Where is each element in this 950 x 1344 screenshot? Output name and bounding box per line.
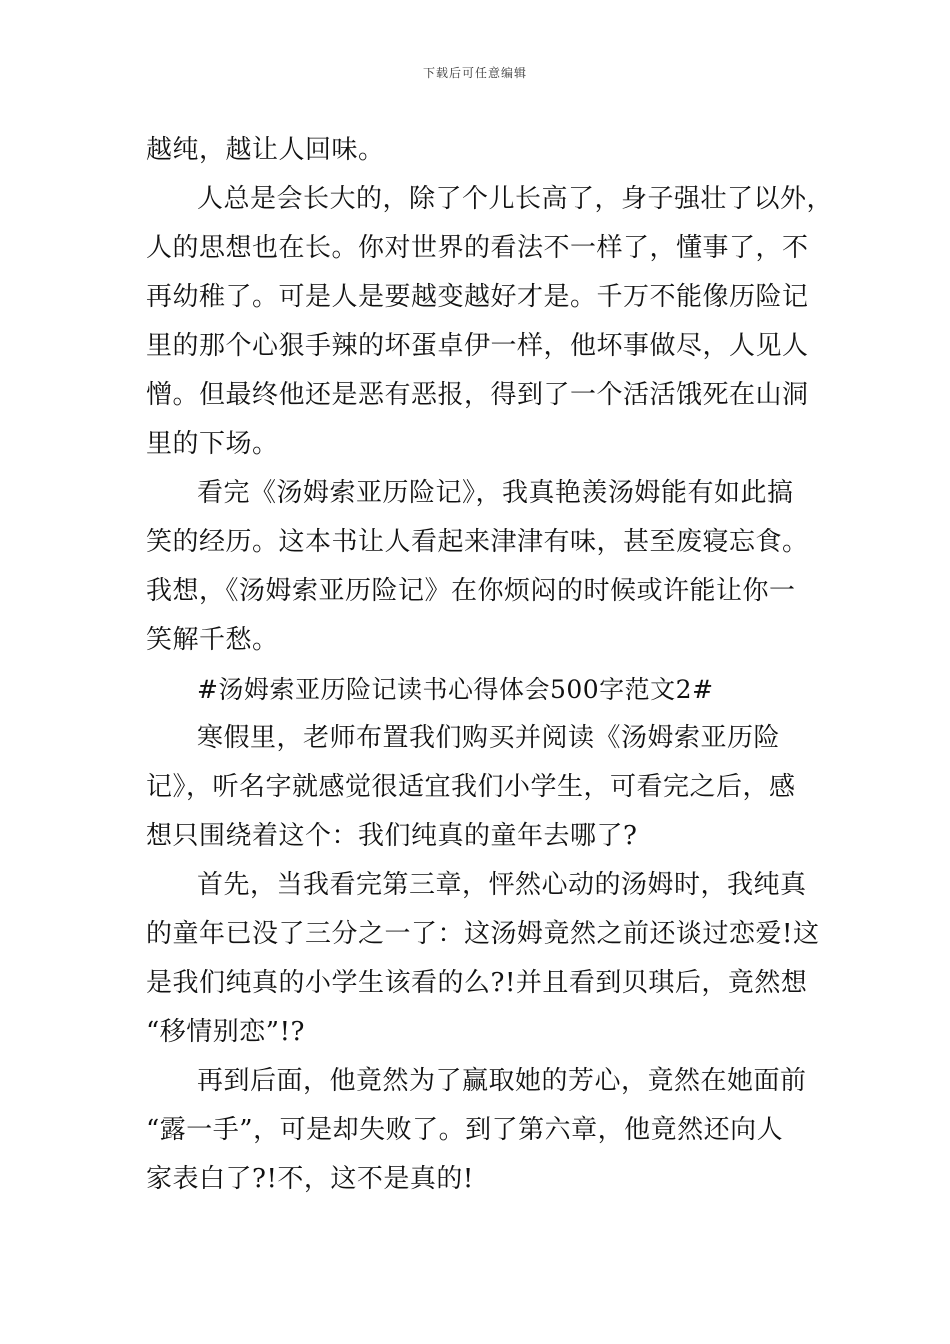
section-heading: #汤姆索亚历险记读书心得体会500字范文2# xyxy=(197,675,714,704)
text-line: 笑的经历。这本书让人看起来津津有味，甚至废寝忘食。 xyxy=(146,527,809,557)
text-line: 家表白了?!不，这不是真的! xyxy=(146,1164,474,1194)
text-line: 首先，当我看完第三章，怦然心动的汤姆时，我纯真 xyxy=(197,870,807,900)
document-body xyxy=(146,126,834,1204)
text-line: 我想，《汤姆索亚历险记》在你烦闷的时候或许能让你一 xyxy=(146,576,796,606)
text-line: 人总是会长大的，除了个儿长高了，身子强壮了以外， xyxy=(197,184,834,214)
text-line: 越纯，越让人回味。 xyxy=(146,135,385,165)
text-line: 想只围绕着这个：我们纯真的童年去哪了? xyxy=(146,821,638,851)
text-line: 是我们纯真的小学生该看的么?!并且看到贝琪后，竟然想 xyxy=(146,968,808,998)
text-line: “露一手”，可是却失败了。到了第六章，他竟然还向人 xyxy=(146,1115,784,1145)
text-line: “移情别恋”!? xyxy=(146,1017,305,1047)
text-line: 看完《汤姆索亚历险记》，我真艳羡汤姆能有如此搞 xyxy=(197,478,794,508)
text-line: 的童年已没了三分之一了：这汤姆竟然之前还谈过恋爱!这 xyxy=(146,919,820,949)
text-line: 笑解千愁。 xyxy=(146,625,279,655)
text-line: 寒假里，老师布置我们购买并阅读《汤姆索亚历险 xyxy=(197,723,781,753)
text-line: 憎。但最终他还是恶有恶报，得到了一个活活饿死在山洞 xyxy=(146,380,809,410)
text-line: 记》，听名字就感觉很适宜我们小学生，可看完之后，感 xyxy=(146,772,796,802)
text-line: 再幼稚了。可是人是要越变越好才是。千万不能像历险记 xyxy=(146,282,809,312)
text-line: 里的下场。 xyxy=(146,429,279,459)
text-line: 里的那个心狠手辣的坏蛋卓伊一样，他坏事做尽，人见人 xyxy=(146,331,809,361)
text-line: 再到后面，他竟然为了赢取她的芳心，竟然在她面前 xyxy=(197,1066,807,1096)
page-header: 下载后可任意编辑 xyxy=(422,66,527,80)
text-line: 人的思想也在长。你对世界的看法不一样了，懂事了，不 xyxy=(146,233,809,263)
